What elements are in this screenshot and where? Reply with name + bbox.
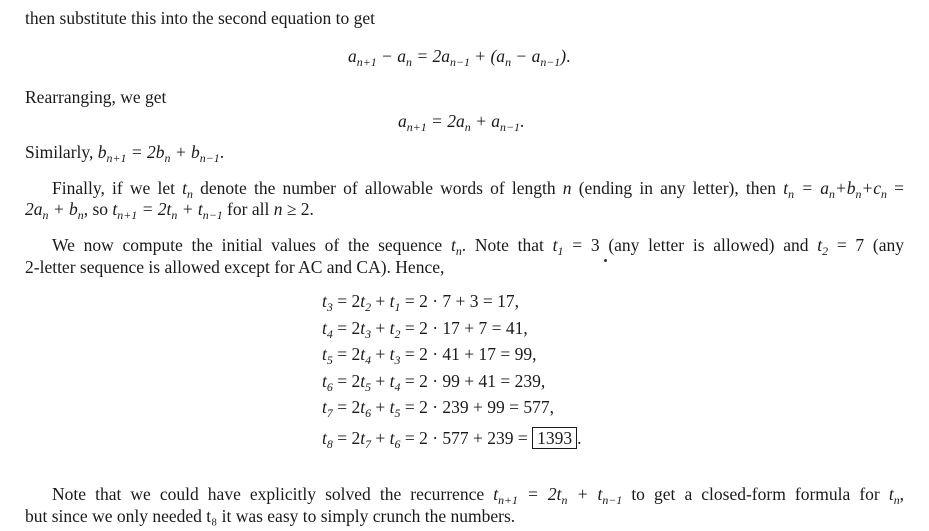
equation-t6: $t_6 = 2t_5 + t_4 = 2 \cdot 99 + 41 = 239$, bbox=[322, 371, 546, 395]
note-line-1: Note that we could have explicitly solved the recurrence $t_{n+1} = 2t_n + t_{n-1}$ to get a closed-form formula for $t_n$, bbox=[52, 484, 905, 508]
intro-text: then substitute this into the second equation to get bbox=[25, 8, 375, 28]
similarly-text: Similarly, $b_{n+1} = 2b_n + b_{n-1}$. bbox=[25, 142, 225, 166]
equation-2: $a_{n+1} = 2a_n + a_{n-1}$. bbox=[398, 111, 525, 135]
equation-t4: $t_4 = 2t_3 + t_2 = 2 \cdot 17 + 7 = 41$, bbox=[322, 318, 528, 342]
rearranging-text: Rearranging, we get bbox=[25, 87, 167, 107]
finally-line-1: Finally, if we let $t_n$ denote the number of allowable words of length n (ending in any letter), then $t_n = a_n+b_n+c_n$ = bbox=[52, 178, 905, 202]
finally-line-2: $2a_n + b_n$, so $t_{n+1} = 2t_n + t_{n-1}$ for all n ≥ 2. bbox=[25, 199, 314, 223]
stray-dot bbox=[604, 259, 607, 262]
initial-line-1: We now compute the initial values of the sequence $t_n$. Note that $t_1 = 3$ (any letter is allowed) and $t_2 = 7$ (any bbox=[52, 235, 905, 259]
equation-t5: $t_5 = 2t_4 + t_3 = 2 \cdot 41 + 17 = 99$, bbox=[322, 344, 537, 368]
equation-t3: $t_3 = 2t_2 + t_1 = 2 \cdot 7 + 3 = 17$, bbox=[322, 291, 520, 315]
equation-t8: $t_8 = 2t_7 + t_6 = 2 \cdot 577 + 239 = 1393$ . bbox=[322, 428, 582, 452]
boxed-answer: 1393 bbox=[532, 427, 577, 449]
equation-1: $a_{n+1} - a_n = 2a_{n-1} + (a_n - a_{n-1})$. bbox=[348, 46, 571, 70]
equation-t7: $t_7 = 2t_6 + t_5 = 2 \cdot 239 + 99 = 577$, bbox=[322, 397, 555, 421]
initial-line-2: 2-letter sequence is allowed except for AC and CA). Hence, bbox=[25, 257, 445, 277]
note-line-2: but since we only needed t₈ it was easy to simply crunch the numbers. bbox=[25, 506, 516, 526]
